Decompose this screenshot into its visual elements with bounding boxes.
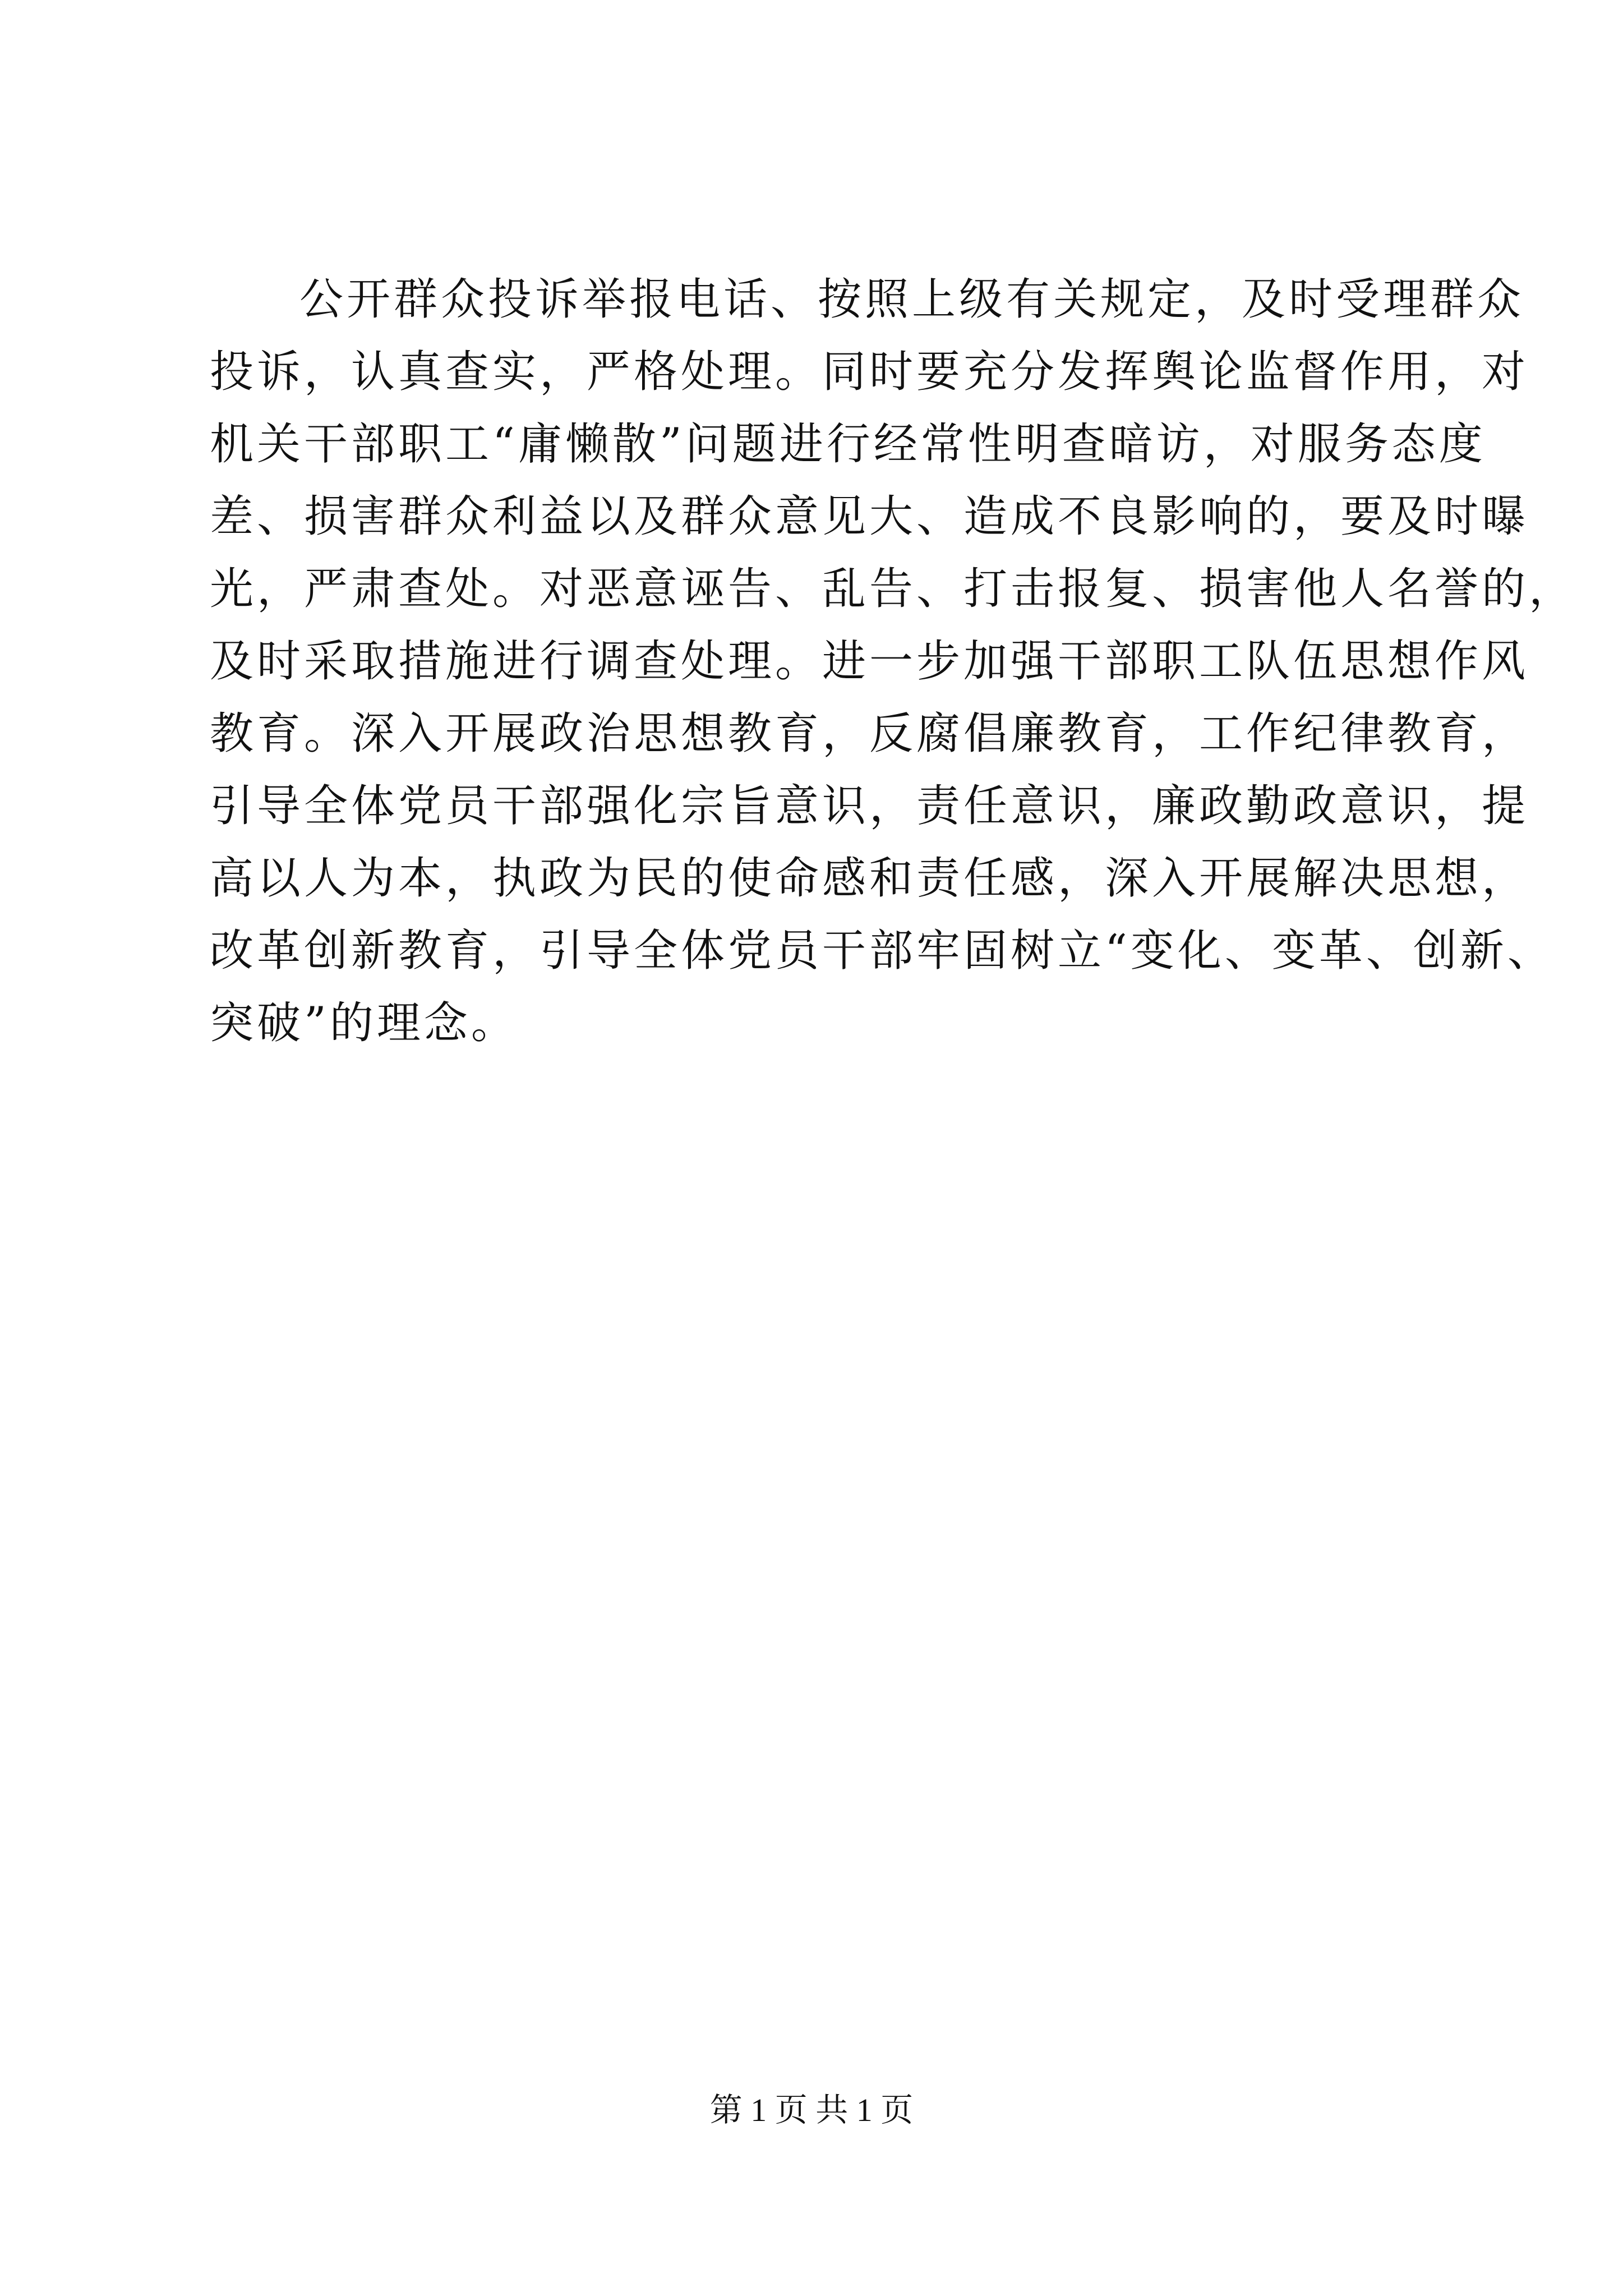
paragraph-line: 引导全体党员干部强化宗旨意识，责任意识，廉政勤政意识，提 [210,781,1529,831]
paragraph-line: 突破”的理念。 [210,998,518,1048]
paragraph-line: 改革创新教育，引导全体党员干部牢固树立“变化、变革、创新、 [210,926,1555,976]
paragraph-line: 公开群众投诉举报电话、按照上级有关规定，及时受理群众 [299,274,1525,325]
paragraph-line: 差、损害群众利益以及群众意见大、造成不良影响的，要及时曝 [210,491,1529,542]
paragraph-line: 教育。深入开展政治思想教育，反腐倡廉教育，工作纪律教育， [210,708,1529,759]
paragraph-line: 及时采取措施进行调查处理。进一步加强干部职工队伍思想作风 [210,636,1529,687]
page-number-footer: 第 1 页 共 1 页 [709,2092,914,2128]
paragraph-line: 高以人为本，执政为民的使命感和责任感，深入开展解决思想， [210,853,1529,904]
paragraph-line: 投诉，认真查实，严格处理。同时要充分发挥舆论监督作用，对 [210,347,1529,397]
paragraph-line: 机关干部职工“庸懒散”问题进行经常性明查暗访，对服务态度 [210,419,1486,470]
paragraph-line: 光，严肃查处。对恶意诬告、乱告、打击报复、损害他人名誉的， [210,564,1576,614]
body-paragraph [210,264,1576,1060]
